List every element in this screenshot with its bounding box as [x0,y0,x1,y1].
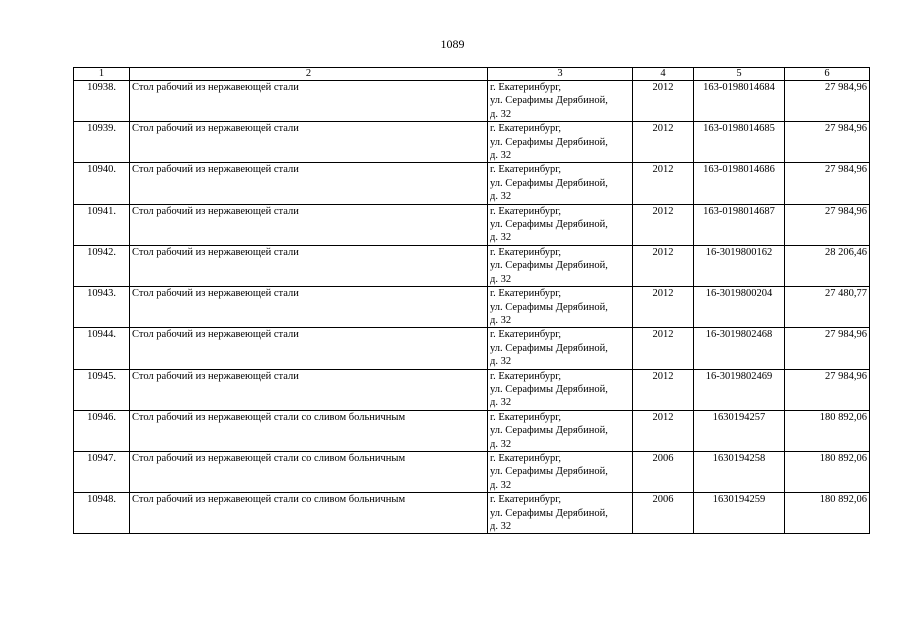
address-line: д. 32 [490,108,512,120]
table-row [74,493,870,534]
row-number: 10948. [74,493,130,534]
address-line: д. 32 [490,150,512,162]
column-header-6: 6 [785,68,870,81]
address-line: ул. Серафимы Дерябиной, [490,136,608,148]
column-header-1: 1 [74,68,130,81]
address-line: г. Екатеринбург, [490,370,562,382]
item-name: Стол рабочий из нержавеющей стали со сливом больничным [130,451,488,492]
address-line: д. 32 [490,479,512,491]
table-row [74,163,870,204]
address-line: ул. Серафимы Дерябиной, [490,342,608,354]
address-line: ул. Серафимы Дерябиной, [490,301,608,313]
row-number: 10942. [74,245,130,286]
address-line: г. Екатеринбург, [490,164,562,176]
column-header-5: 5 [694,68,785,81]
item-address [488,493,633,534]
item-name: Стол рабочий из нержавеющей стали [130,328,488,369]
address-line: д. 32 [490,438,512,450]
item-cost: 28 206,46 [785,245,870,286]
address-line: ул. Серафимы Дерябиной, [490,425,608,437]
item-address [488,122,633,163]
address-line: д. 32 [490,314,512,326]
table-row [74,410,870,451]
item-address [488,204,633,245]
row-number: 10941. [74,204,130,245]
column-header-4: 4 [633,68,694,81]
item-cost: 27 480,77 [785,287,870,328]
inventory-number: 16-3019800204 [694,287,785,328]
item-address [488,245,633,286]
address-line: г. Екатеринбург, [490,82,562,93]
item-address [488,369,633,410]
address-line: д. 32 [490,356,512,368]
inventory-number: 1630194258 [694,451,785,492]
address-line: г. Екатеринбург, [490,452,562,464]
item-name: Стол рабочий из нержавеющей стали [130,245,488,286]
address-line: ул. Серафимы Дерябиной, [490,177,608,189]
row-number: 10938. [74,81,130,122]
address-line: д. 32 [490,273,512,285]
address-line: ул. Серафимы Дерябиной, [490,383,608,395]
item-name: Стол рабочий из нержавеющей стали [130,122,488,163]
table-row [74,287,870,328]
item-year: 2006 [633,493,694,534]
item-name: Стол рабочий из нержавеющей стали [130,163,488,204]
address-line: ул. Серафимы Дерябиной, [490,260,608,272]
item-cost: 180 892,06 [785,451,870,492]
address-line: г. Екатеринбург, [490,288,562,300]
inventory-number: 163-0198014684 [694,81,785,122]
item-year: 2012 [633,410,694,451]
item-name: Стол рабочий из нержавеющей стали со сливом больничным [130,493,488,534]
row-number: 10945. [74,369,130,410]
address-line: д. 32 [490,232,512,244]
item-year: 2012 [633,287,694,328]
address-line: ул. Серафимы Дерябиной, [490,466,608,478]
table-header [74,68,870,81]
item-cost: 27 984,96 [785,122,870,163]
table-body [74,81,870,534]
item-address [488,451,633,492]
address-line: г. Екатеринбург, [490,246,562,258]
item-year: 2012 [633,369,694,410]
address-line: ул. Серафимы Дерябиной, [490,95,608,107]
table-row [74,369,870,410]
row-number: 10943. [74,287,130,328]
inventory-number: 16-3019802469 [694,369,785,410]
inventory-number: 1630194259 [694,493,785,534]
item-cost: 27 984,96 [785,328,870,369]
item-cost: 27 984,96 [785,204,870,245]
item-name: Стол рабочий из нержавеющей стали [130,287,488,328]
row-number: 10947. [74,451,130,492]
address-line: г. Екатеринбург, [490,411,562,423]
row-number: 10944. [74,328,130,369]
item-cost: 27 984,96 [785,81,870,122]
item-address [488,81,633,122]
item-address [488,287,633,328]
address-line: г. Екатеринбург, [490,494,562,506]
address-line: д. 32 [490,397,512,409]
address-line: г. Екатеринбург, [490,205,562,217]
item-year: 2012 [633,163,694,204]
item-year: 2012 [633,328,694,369]
item-name: Стол рабочий из нержавеющей стали [130,204,488,245]
item-year: 2012 [633,245,694,286]
item-year: 2012 [633,122,694,163]
item-cost: 27 984,96 [785,369,870,410]
inventory-number: 16-3019802468 [694,328,785,369]
address-line: д. 32 [490,191,512,203]
inventory-number: 1630194257 [694,410,785,451]
row-number: 10940. [74,163,130,204]
item-name: Стол рабочий из нержавеющей стали со сливом больничным [130,410,488,451]
item-address [488,410,633,451]
property-register-table [73,67,870,534]
item-cost: 180 892,06 [785,410,870,451]
item-year: 2006 [633,451,694,492]
item-cost: 180 892,06 [785,493,870,534]
table-row [74,451,870,492]
inventory-number: 16-3019800162 [694,245,785,286]
column-header-3: 3 [488,68,633,81]
item-year: 2012 [633,204,694,245]
item-address [488,328,633,369]
column-number-row [74,68,870,81]
page-number: 1089 [440,37,465,51]
item-cost: 27 984,96 [785,163,870,204]
table-row [74,328,870,369]
item-address [488,163,633,204]
row-number: 10946. [74,410,130,451]
item-name: Стол рабочий из нержавеющей стали [130,369,488,410]
item-name: Стол рабочий из нержавеющей стали [130,81,488,122]
table-row [74,122,870,163]
inventory-number: 163-0198014685 [694,122,785,163]
table-row [74,245,870,286]
address-line: ул. Серафимы Дерябиной, [490,219,608,231]
address-line: ул. Серафимы Дерябиной, [490,507,608,519]
column-header-2: 2 [130,68,488,81]
address-line: д. 32 [490,521,512,532]
inventory-number: 163-0198014686 [694,163,785,204]
inventory-number: 163-0198014687 [694,204,785,245]
address-line: г. Екатеринбург, [490,123,562,135]
row-number: 10939. [74,122,130,163]
address-line: г. Екатеринбург, [490,329,562,341]
table-row [74,204,870,245]
table-row [74,81,870,122]
item-year: 2012 [633,81,694,122]
